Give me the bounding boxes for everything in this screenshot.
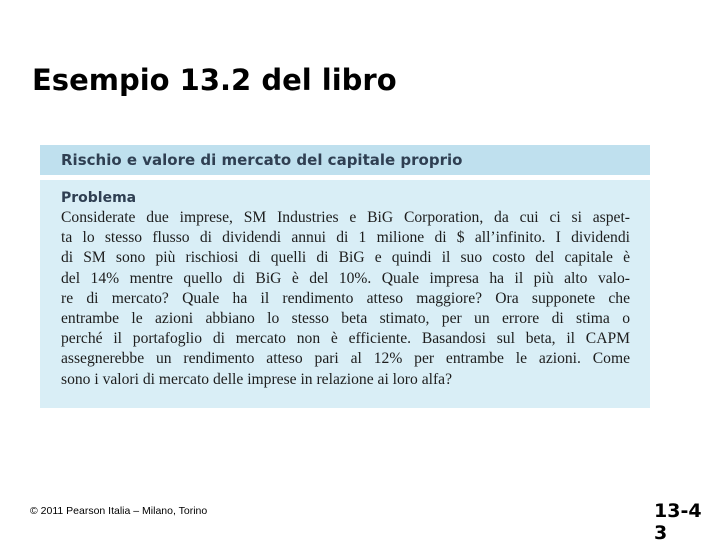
- problem-label: Problema: [61, 190, 137, 206]
- problem-line: del 14% mentre quello di BiG è del 10%. Quale impresa ha il più alto valo-: [61, 269, 630, 287]
- slide-title: Esempio 13.2 del libro: [32, 63, 397, 97]
- problem-text: [61, 208, 630, 390]
- problem-line: Considerate due imprese, SM Industries e BiG Corporation, da cui ci si aspet-: [61, 209, 630, 226]
- box-header-title: Rischio e valore di mercato del capitale proprio: [61, 151, 463, 169]
- box-header: [40, 145, 650, 175]
- problem-line: entrambe le azioni abbiano lo stesso beta stimato, per un errore di stima o: [61, 310, 630, 328]
- problem-box: [40, 180, 650, 408]
- problem-line: di SM sono più rischiosi di quelli di BiG e quindi il suo costo del capitale è: [61, 249, 630, 267]
- slide-number: 13-43: [654, 500, 702, 544]
- problem-line: sono i valori di mercato delle imprese in relazione ai loro alfa?: [61, 370, 452, 388]
- problem-line: assegnerebbe un rendimento atteso pari al 12% per entrambe le azioni. Come: [61, 350, 630, 368]
- problem-line: re di mercato? Quale ha il rendimento atteso maggiore? Ora supponete che: [61, 289, 630, 307]
- problem-line: ta lo stesso flusso di dividendi annui di 1 milione di $ all’infinito. I dividendi: [61, 229, 630, 247]
- copyright-footer: © 2011 Pearson Italia – Milano, Torino: [30, 505, 208, 517]
- problem-line: perché il portafoglio di mercato non è efficiente. Basandosi sul beta, il CAPM: [61, 330, 630, 348]
